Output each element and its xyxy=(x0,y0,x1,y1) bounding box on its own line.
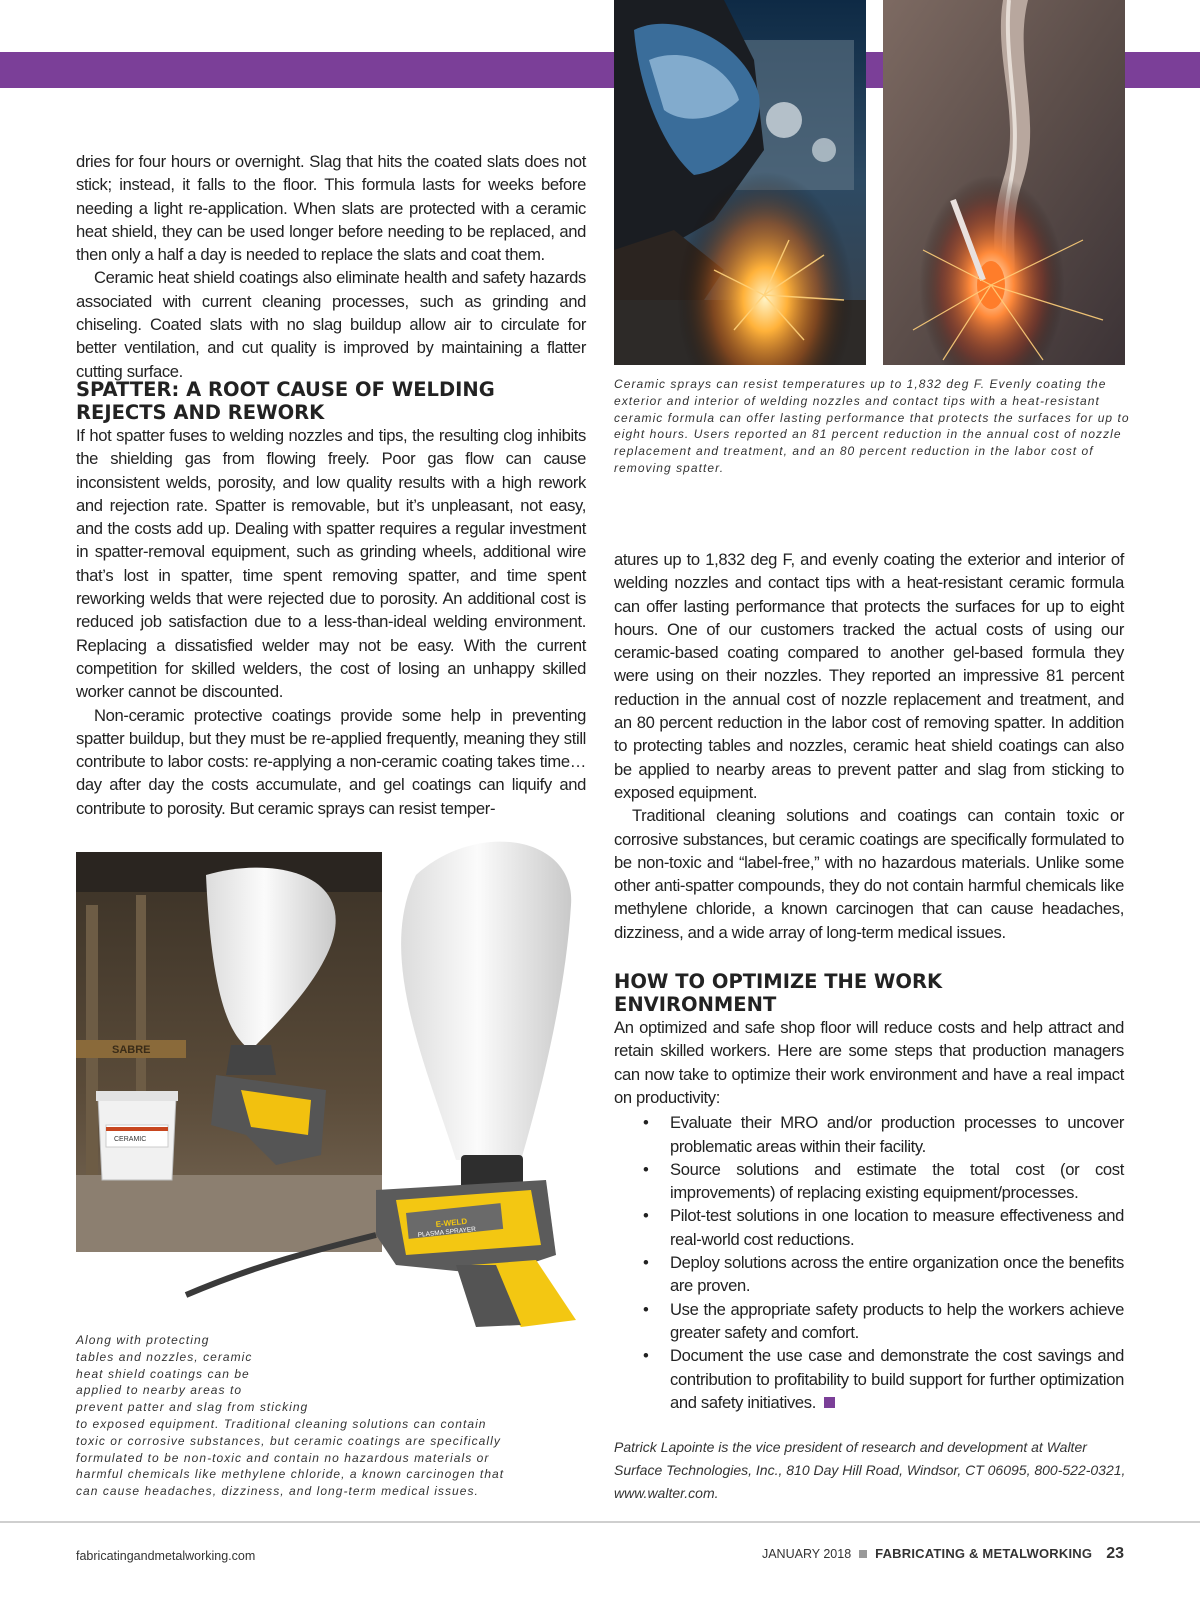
spatter-heading xyxy=(76,378,586,424)
coating-bucket xyxy=(96,1091,178,1180)
optimize-steps-list xyxy=(614,1111,1124,1414)
list-item-text: Document the use case and demonstrate the cost savings and contribution to profitability to build support for further optimization and safety initiatives. xyxy=(670,1346,1124,1412)
footer-magazine-name: FABRICATING & METALWORKING xyxy=(875,1546,1093,1561)
caption-line: prevent patter and slag from sticking xyxy=(76,1400,309,1415)
list-item: • Pilot-test solutions in one location to measure effectiveness and real-world cost reductions. xyxy=(670,1204,1124,1251)
continued-paragraph-1: atures up to 1,832 deg F, and evenly coating the exterior and interior of welding nozzles and contact tips with a heat-resistant ceramic formula can offer lasting performance that protects the surfaces for up to eight hours. One of our customers tracked the actual costs of using our ceramic-based coating compared to another gel-based formula they were using on their nozzles. They reported an impressive 81 percent reduction in the annual cost of nozzle replacement and treatment, and an 80 percent reduction in the labor cost of removing spatter. In addition to protecting tables and nozzles, ceramic heat shield coatings can also be applied to nearby areas to prevent patter and slag from sticking to exposed equipment. xyxy=(614,550,1124,802)
spatter-heading-line2: REJECTS AND REWORK xyxy=(76,401,325,424)
optimize-heading xyxy=(614,970,1124,1016)
spatter-paragraph-2: Non-ceramic protective coatings provide some help in preventing spatter buildup, but they must be re-applied frequently, meaning they still contribute to labor costs: re-applying a non-ceramic coating takes time… day after day the costs accumulate, and gel coatings can liquify and contribute to porosity. But ceramic sprays can resist temper- xyxy=(76,705,586,818)
caption-line: Along with protecting xyxy=(76,1333,210,1347)
list-item: • Use the appropriate safety products to help the workers achieve greater safety and comfort. xyxy=(670,1298,1124,1345)
spatter-section xyxy=(76,378,586,820)
author-bio: Patrick Lapointe is the vice president of research and development at Walter Surface Technologies, Inc., 810 Day Hill Road, Windsor, CT 06095, 800-522-0321, www.walter.com. xyxy=(614,1439,1126,1501)
caption-line: to exposed equipment. Traditional cleaning solutions can contain xyxy=(76,1416,487,1431)
intro-paragraph-2: Ceramic heat shield coatings also eliminate health and safety hazards associated with current cleaning processes, such as grinding and chiseling. Coated slats with no slag buildup allow air to circulate for better ventilation, and cut quality is improved by maintaining a flatter cutting surface. xyxy=(76,268,586,381)
spatter-heading-line1: SPATTER: A ROOT CAUSE OF WELDING xyxy=(76,378,495,401)
list-item xyxy=(670,1344,1124,1414)
caption-line: formulated to be non-toxic and contain no hazardous materials or xyxy=(76,1450,490,1465)
right-column xyxy=(614,548,1124,1414)
caption-line: can cause headaches, dizziness, and long-term medical issues. xyxy=(76,1484,479,1499)
footer-issue-info xyxy=(762,1545,1124,1563)
bottom-photo-caption xyxy=(76,1332,596,1500)
plasma-sprayer-photo xyxy=(76,835,596,1330)
caption-line: applied to nearby areas to xyxy=(76,1383,243,1398)
optimize-heading-line2: ENVIRONMENT xyxy=(614,993,777,1017)
intro-paragraph-1: dries for four hours or overnight. Slag that hits the coated slats does not stick; instead, it falls to the floor. This formula lasts for weeks before needing a light re-application. When slats are protected with a ceramic heat shield, they can be used longer before needing to be replaced, and then only a half a day is needed to replace the slats and coat them. xyxy=(76,152,586,265)
footer-rule xyxy=(0,1521,1200,1523)
bucket-label: CERAMIC xyxy=(114,1136,147,1143)
weld-bead-photo xyxy=(883,0,1125,365)
optimize-heading-line1: HOW TO OPTIMIZE THE WORK xyxy=(614,970,943,994)
end-mark-icon xyxy=(824,1397,835,1408)
footer-website[interactable]: fabricatingandmetalworking.com xyxy=(76,1549,256,1563)
list-item: • Source solutions and estimate the total cost (or cost improvements) of replacing existing equipment/processes. xyxy=(670,1158,1124,1205)
optimize-intro: An optimized and safe shop floor will reduce costs and help attract and retain skilled workers. Here are some steps that production managers can now take to optimize their work environment and have a real impact on productivity: xyxy=(614,1018,1124,1107)
gun-brand: E-WELD xyxy=(435,1216,468,1229)
spatter-paragraph-1: If hot spatter fuses to welding nozzles and tips, the resulting clog inhibits the shielding gas from flowing freely. Poor gas flow can cause inconsistent welds, porosity, and low quality results with a high rework and rejection rate. Spatter is removable, but it’s unpleasant, not easy, and the costs add up. Dealing with spatter requires a regular investment in spatter-removal equipment, such as grinding wheels, additional wire that’s lost in spatter, time spent removing spatter, and time spent reworking welds that were rejected due to porosity. An additional cost is reduced job satisfaction due to a less-than-ideal welding environment. Replacing a dissatisfied welder may not be easy. With the current competition for skilled welders, the cost of losing an unhappy skilled worker cannot be discounted. xyxy=(76,426,586,702)
welder-photo xyxy=(614,0,866,365)
top-photo-caption: Ceramic sprays can resist temperatures up to 1,832 deg F. Evenly coating the exterior and interior of welding nozzles and contact tips with a heat-resistant ceramic formula can offer lasting performance that protects the surfaces for up to eight hours. Users reported an 81 percent reduction in the annual cost of nozzle replacement and treatment, and an 80 percent reduction in the labor cost of removing spatter. xyxy=(614,377,1130,475)
list-item: • Evaluate their MRO and/or production processes to uncover problematic areas within their facility. xyxy=(670,1111,1124,1158)
bench-text: SABRE xyxy=(112,1044,151,1056)
intro-text xyxy=(76,150,586,383)
caption-line: heat shield coatings can be xyxy=(76,1366,250,1381)
continued-paragraph-2: Traditional cleaning solutions and coatings can contain toxic or corrosive substances, but ceramic coatings are specifically formulated to be non-toxic and “label-free,” with no hazardous materials. Unlike some other anti-spatter compounds, they do not contain harmful chemicals like methylene chloride, a known carcinogen that can cause headaches, dizziness, and a wide array of long-term medical issues. xyxy=(614,806,1124,942)
caption-line: harmful chemicals like methylene chloride, a known carcinogen that xyxy=(76,1467,505,1482)
caption-line: toxic or corrosive substances, but ceramic coatings are specifically xyxy=(76,1433,501,1448)
caption-line: tables and nozzles, ceramic xyxy=(76,1349,253,1364)
list-item: • Deploy solutions across the entire organization once the benefits are proven. xyxy=(670,1251,1124,1298)
gun-model: PLASMA SPRAYER xyxy=(417,1225,477,1239)
separator-square-icon xyxy=(859,1550,867,1558)
page-number: 23 xyxy=(1106,1545,1124,1562)
footer-issue-date: JANUARY 2018 xyxy=(761,1547,852,1561)
